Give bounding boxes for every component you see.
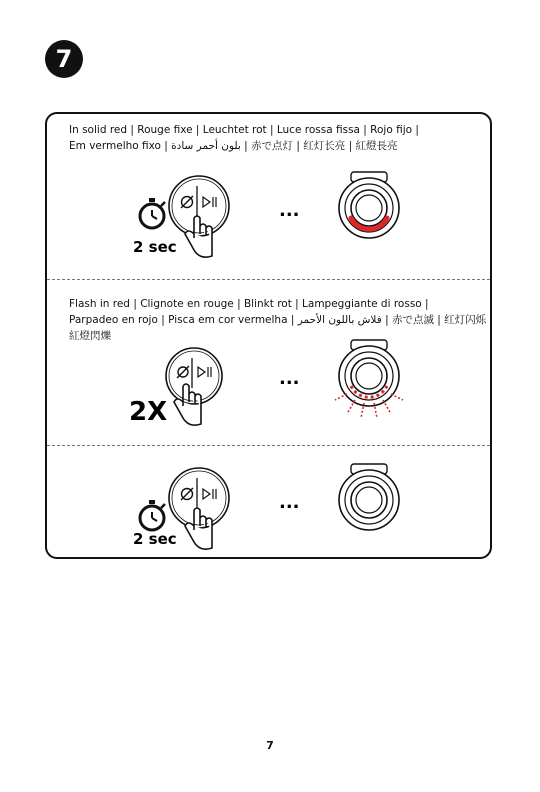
figure-off [47,446,494,559]
section-solid-red [47,114,490,279]
press-count-label: 2X [129,397,168,427]
ellipsis: ... [279,368,300,389]
ellipsis: ... [279,200,300,221]
figure-flash-red [47,280,494,445]
duration-label: 2 sec [133,238,177,256]
caption-line: Parpadeo en rojo | Pisca em cor vermelha | فلاش باللون الأحمر | 赤で点滅 | 红灯闪烁 | [69,314,494,326]
headphone-earcup-icon [335,340,403,418]
figure-solid-red [47,114,494,279]
page-number: 7 [266,739,274,752]
caption-line: 紅燈閃爍 [69,330,111,342]
stopwatch-icon [140,500,165,530]
headphone-earcup-icon [339,172,399,238]
duration-label: 2 sec [133,530,177,548]
caption-line: Em vermelho fixo | بلون أحمر سادة | 赤で点灯 | 红灯长亮 | 紅燈長亮 [69,140,398,152]
ellipsis: ... [279,492,300,513]
headphone-earcup-icon [339,464,399,530]
step-number-badge: 7 [45,40,83,78]
instruction-panel [45,112,492,559]
caption-line: Flash in red | Clignote en rouge | Blinkt rot | Lampeggiante di rosso | [69,298,429,310]
section-flash-red [47,280,494,445]
caption-line: In solid red | Rouge fixe | Leuchtet rot | Luce rossa fissa | Rojo fijo | [69,124,419,136]
section-off [47,446,490,559]
stopwatch-icon [140,198,165,228]
